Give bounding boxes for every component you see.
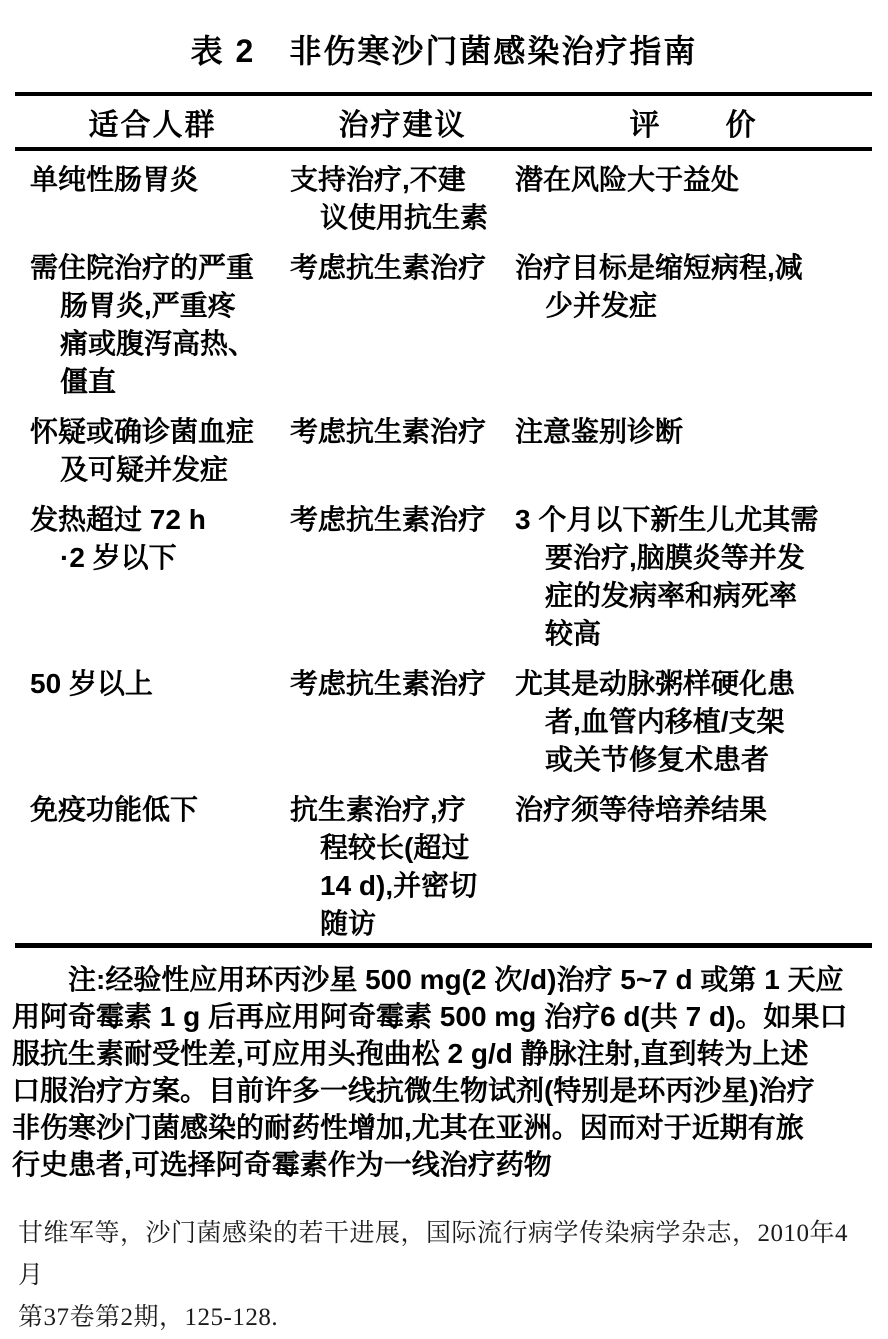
- text-line: 考虑抗生素治疗: [290, 504, 487, 535]
- text-line: 怀疑或确诊菌血症: [30, 416, 255, 447]
- text-line: 服抗生素耐受性差,可应用头孢曲松 2 g/d 静脉注射,直到转为上述: [12, 1038, 809, 1069]
- recommendation-cell: [290, 791, 515, 943]
- text-line: 要治疗,脑膜炎等并发: [545, 542, 805, 573]
- text-line: 注意鉴别诊断: [515, 416, 684, 447]
- text-line: 非伤寒沙门菌感染的耐药性增加,尤其在亚洲。因而对于近期有旅: [12, 1112, 804, 1143]
- text-line: 50 岁以上: [30, 668, 153, 699]
- text-line: 程较长(超过: [320, 832, 470, 863]
- recommendation-cell: [290, 413, 515, 489]
- table-row: [15, 161, 872, 237]
- evaluation-cell: [515, 413, 872, 489]
- text-line: 或关节修复术患者: [545, 744, 770, 775]
- text-line: 考虑抗生素治疗: [290, 668, 487, 699]
- text-line: 发热超过 72 h: [30, 504, 206, 535]
- text-line: 少并发症: [545, 290, 658, 321]
- text-line: 随访: [320, 908, 377, 939]
- table-row: [15, 665, 872, 779]
- table-title: 表 2 非伤寒沙门菌感染治疗指南: [190, 33, 698, 69]
- text-line: 肠胃炎,严重疼: [60, 290, 236, 321]
- evaluation-cell: [515, 501, 872, 653]
- table-row: [15, 249, 872, 401]
- text-line: 议使用抗生素: [320, 202, 489, 233]
- text-line: 3 个月以下新生儿尤其需: [515, 504, 819, 535]
- evaluation-cell: [515, 161, 872, 237]
- table-body: [15, 151, 872, 948]
- population-cell: [15, 501, 290, 653]
- recommendation-cell: [290, 161, 515, 237]
- text-line: 支持治疗,不建: [290, 164, 466, 195]
- citation: [18, 1213, 868, 1339]
- table-footnote: [12, 961, 876, 1183]
- recommendation-cell: [290, 249, 515, 401]
- table-row: [15, 501, 872, 653]
- text-line: 用阿奇霉素 1 g 后再应用阿奇霉素 500 mg 治疗6 d(共 7 d)。如果口: [12, 1001, 848, 1032]
- text-line: 者,血管内移植/支架: [545, 706, 785, 737]
- text-line: 免疫功能低下: [30, 794, 199, 825]
- text-line: 治疗须等待培养结果: [515, 794, 768, 825]
- text-line: 口服治疗方案。目前许多一线抗微生物试剂(特别是环丙沙星)治疗: [12, 1075, 815, 1106]
- evaluation-cell: [515, 665, 872, 779]
- population-cell: [15, 161, 290, 237]
- population-cell: [15, 791, 290, 943]
- table-row: [15, 413, 872, 489]
- text-line: 痛或腹泻高热、: [60, 328, 257, 359]
- recommendation-cell: [290, 501, 515, 653]
- table-header-row: [15, 96, 872, 151]
- text-line: 潜在风险大于益处: [515, 164, 740, 195]
- text-line: 及可疑并发症: [60, 454, 229, 485]
- text-line: 较高: [545, 618, 602, 649]
- text-line: 注:经验性应用环丙沙星 500 mg(2 次/d)治疗 5~7 d 或第 1 天应: [68, 964, 844, 995]
- evaluation-cell: [515, 249, 872, 401]
- population-cell: [15, 665, 290, 779]
- treatment-guideline-table: [15, 92, 872, 948]
- text-line: 需住院治疗的严重: [30, 252, 255, 283]
- text-line: 甘维军等，沙门菌感染的若干进展，国际流行病学传染病学杂志，2010年4月: [18, 1220, 849, 1289]
- text-line: 行史患者,可选择阿奇霉素作为一线治疗药物: [12, 1149, 552, 1180]
- text-line: 尤其是动脉粥样硬化患: [515, 668, 796, 699]
- text-line: 考虑抗生素治疗: [290, 416, 487, 447]
- text-line: 14 d),并密切: [320, 870, 478, 901]
- population-cell: [15, 249, 290, 401]
- text-line: 治疗目标是缩短病程,减: [515, 252, 803, 283]
- text-line: ·2 岁以下: [60, 542, 177, 573]
- text-line: 抗生素治疗,疗: [290, 794, 466, 825]
- recommendation-cell: [290, 665, 515, 779]
- header-cell-population: 适合人群: [88, 108, 217, 142]
- table-row: [15, 791, 872, 943]
- text-line: 考虑抗生素治疗: [290, 252, 487, 283]
- population-cell: [15, 413, 290, 489]
- header-cell-recommendation: 治疗建议: [338, 108, 467, 142]
- evaluation-cell: [515, 791, 872, 943]
- text-line: 第37卷第2期，125-128.: [18, 1304, 279, 1331]
- text-line: 僵直: [60, 366, 117, 397]
- header-cell-evaluation: 评 价: [629, 108, 758, 142]
- text-line: 症的发病率和病死率: [545, 580, 798, 611]
- text-line: 单纯性肠胃炎: [30, 164, 199, 195]
